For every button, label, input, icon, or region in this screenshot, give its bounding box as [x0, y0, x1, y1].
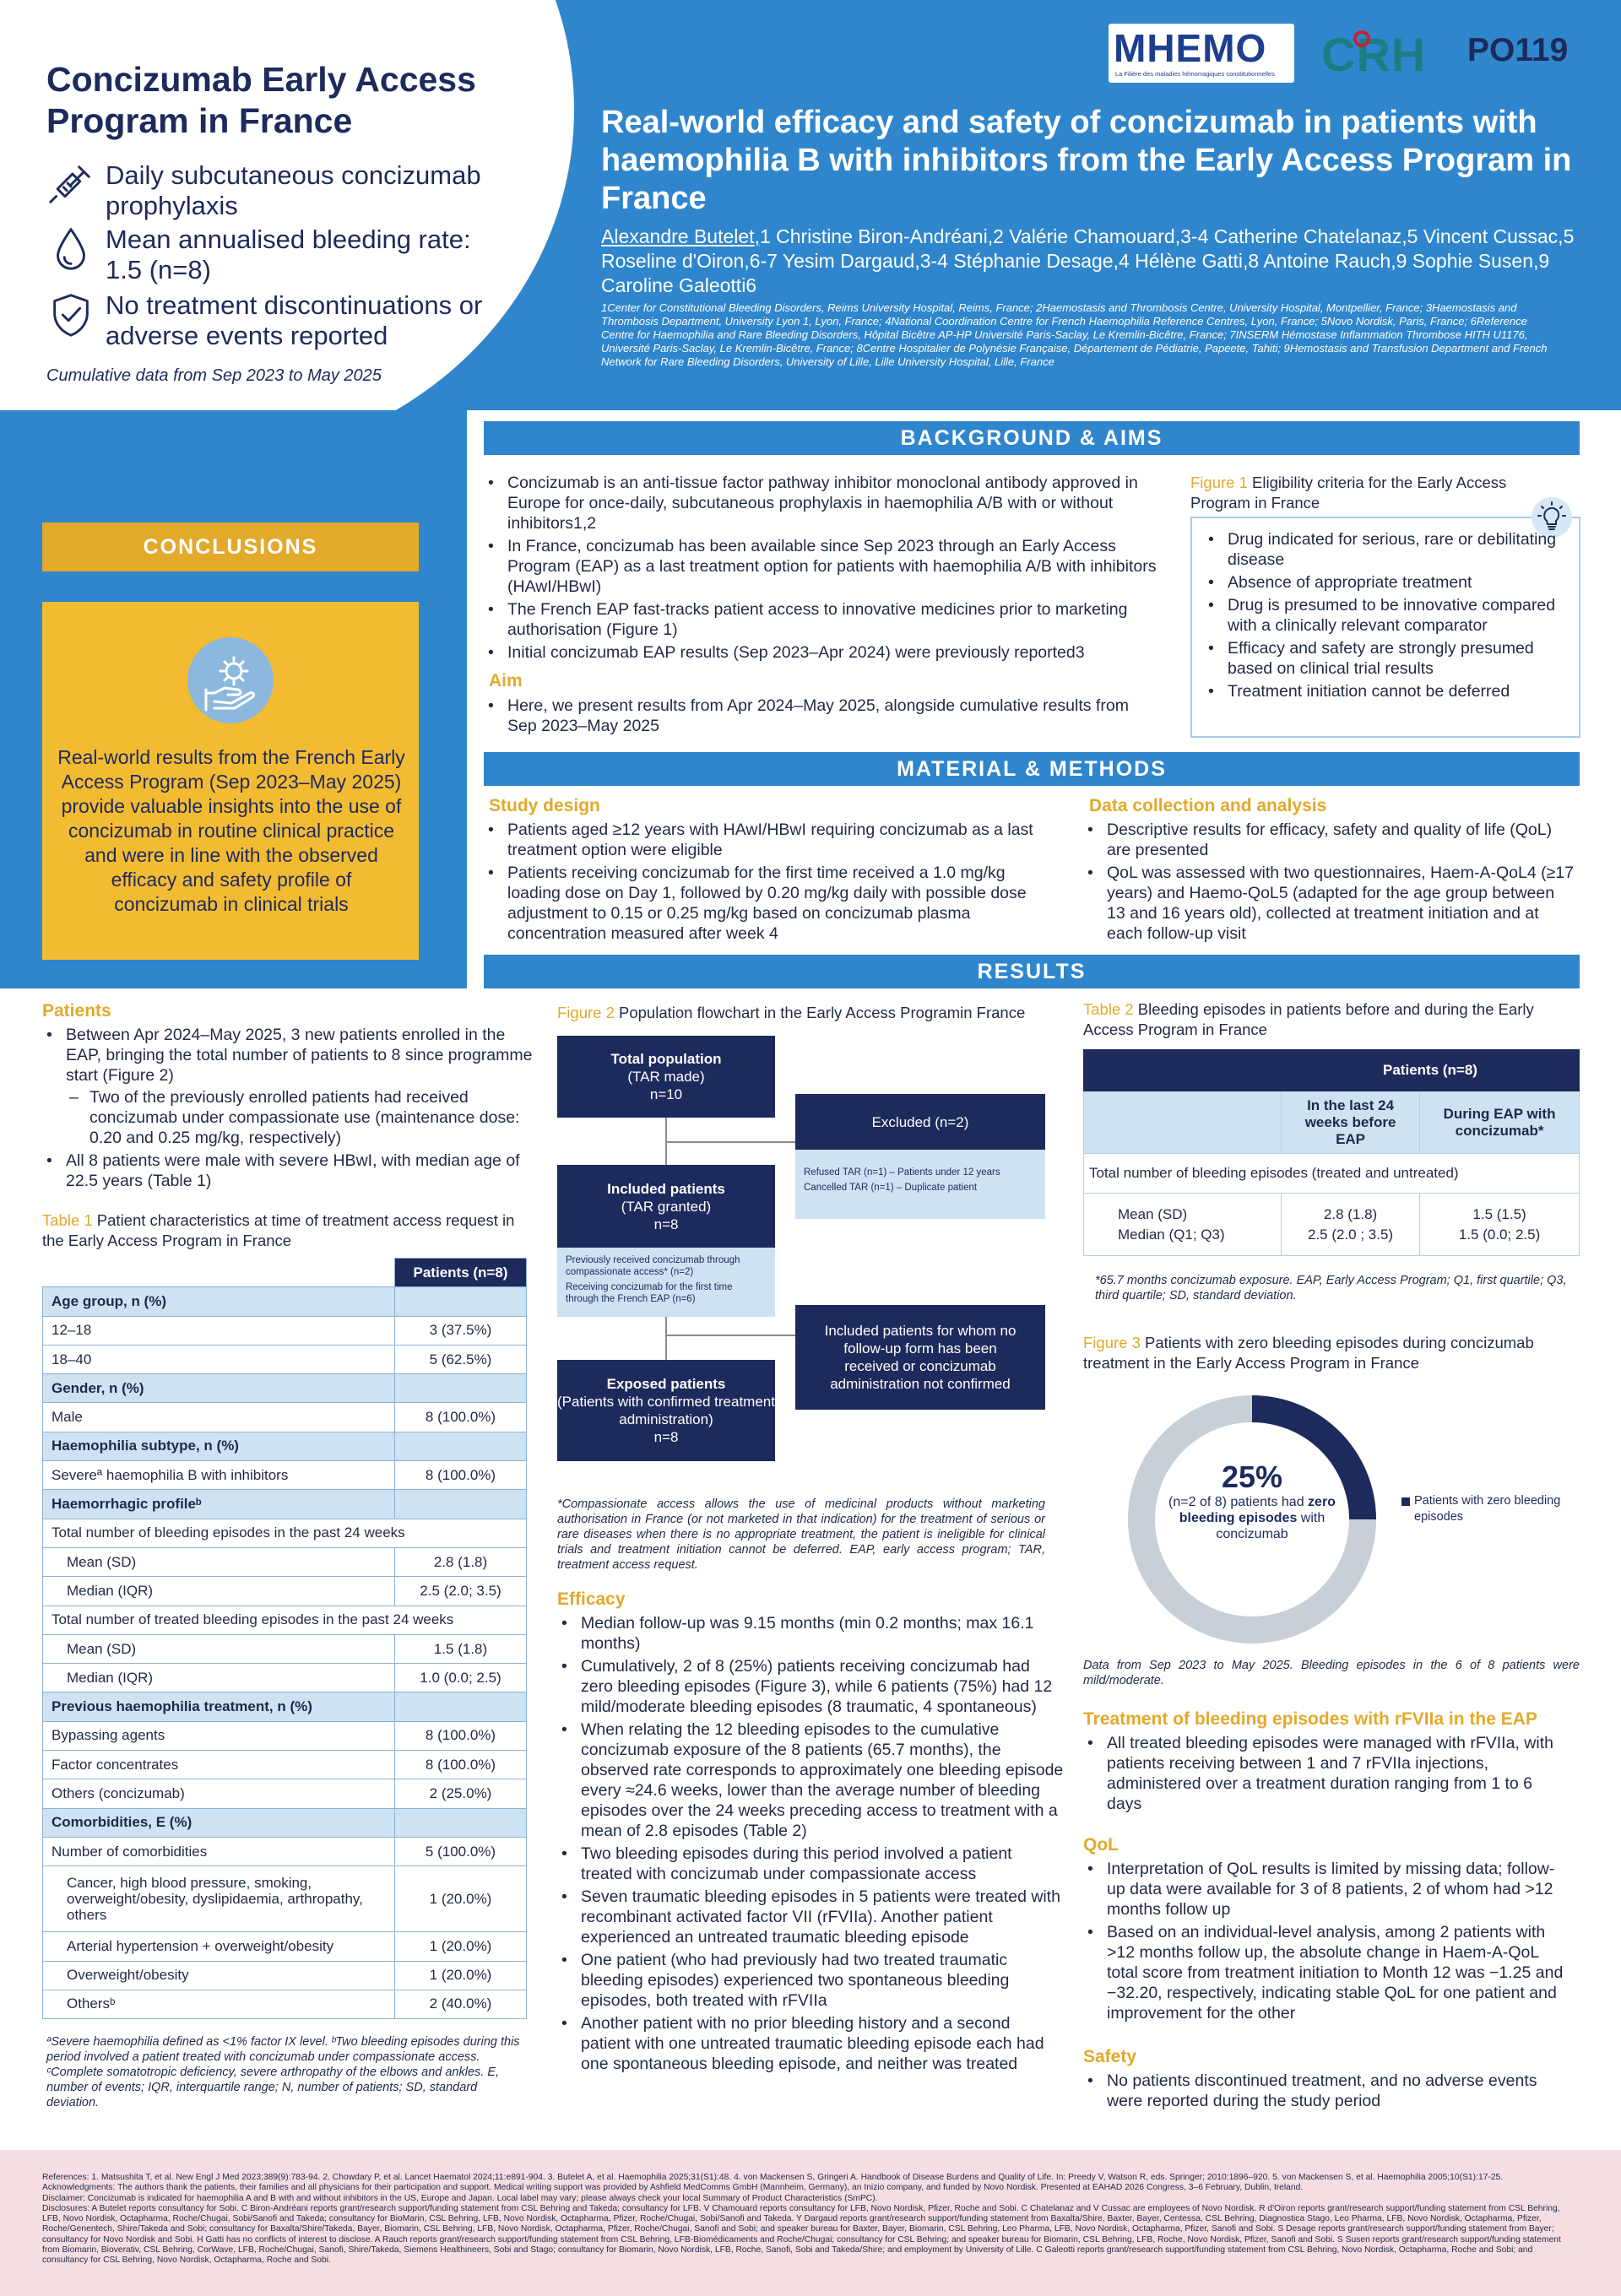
- table2-stat-label: Mean (SD): [1118, 1205, 1188, 1222]
- table1-label: Arterial hypertension + overweight/obesity: [43, 1932, 395, 1961]
- safety-bullets: [1083, 2071, 1573, 2114]
- table1-value: [395, 1432, 527, 1460]
- flow-included-item: Previously received concizumab through compassionate access* (n=2): [566, 1255, 740, 1277]
- poster-title: Real-world efficacy and safety of concizumab in patients with haemophilia B with inhibitors from the Early Access Program in France: [601, 105, 1572, 216]
- table1-header-row: [43, 1259, 527, 1287]
- table1-value: 1 (20.0%): [395, 1932, 527, 1961]
- table1-value: 8 (100.0%): [395, 1403, 527, 1432]
- table1-value: 3 (37.5%): [395, 1316, 527, 1345]
- figure3-center-text-a: (n=2 of 8) patients had: [1168, 1495, 1304, 1509]
- flow-exposed-box: [557, 1360, 775, 1461]
- flow-exposed-sub: (Patients with confirmed treatment administration): [557, 1394, 775, 1427]
- rfviia-heading: Treatment of bleeding episodes with rFVIIa in the EAP: [1083, 1709, 1537, 1729]
- data-collection-bullet: • Descriptive results for efficacy, safety and quality of life (QoL) are presented: [1083, 820, 1577, 860]
- table1-row: [43, 1374, 527, 1403]
- table1-label: 18–40: [43, 1345, 395, 1373]
- author-list: [601, 225, 1589, 298]
- conclusions-heading: CONCLUSIONS: [42, 523, 419, 571]
- table1-label: Bypassing agents: [43, 1721, 395, 1750]
- table1-label: Comorbidities, E (%): [43, 1808, 395, 1837]
- figure3-center-text: [1168, 1494, 1336, 1542]
- flow-nofollowup-box: [795, 1305, 1045, 1410]
- efficacy-bullet: • One patient (who had previously had two treated traumatic bleeding episodes) experienced two spontaneous bleeding episodes, both treated with rFVIIa: [557, 1950, 1064, 2011]
- table1-row: [43, 1403, 527, 1432]
- table1-value: 5 (100.0%): [395, 1837, 527, 1866]
- figure1-item: • Absence of appropriate treatment: [1204, 572, 1559, 593]
- flow-total-box: [557, 1036, 775, 1118]
- table2-before-values: [1282, 1194, 1420, 1256]
- table1-row: [43, 1287, 527, 1316]
- table1-value: [395, 1808, 527, 1837]
- table1-value: 2.5 (2.0; 3.5): [395, 1577, 527, 1606]
- table1-row: [43, 1751, 527, 1779]
- table1-row: [43, 1490, 527, 1519]
- co-authors: 1 Christine Biron-Andréani,2 Valérie Chamouard,3-4 Catherine Chatelanaz,5 Vincent Cussac,5 Roseline d'Oiron,6-7 Yesim Dargaud,3-4 Stéphanie Desage,4 Hélène Gatti,8 Antoine Rauch,9 Sophie Susen,9 Caroline Galeotti6: [601, 225, 1575, 296]
- figure3-percent: 25%: [1221, 1459, 1283, 1494]
- table1-value: [395, 1374, 527, 1403]
- aim-bullets: [484, 696, 1159, 739]
- table1-row: [43, 1432, 527, 1460]
- table1-row: [43, 1461, 527, 1490]
- background-bullet: • The French EAP fast-tracks patient access to innovative medicines prior to marketing authorisation (Figure 1): [484, 599, 1159, 640]
- mhemo-logo-subtitle: La Filière des maladies hémorragiques constitutionnelles: [1115, 70, 1275, 78]
- mhemo-logo: [1109, 24, 1294, 83]
- mhemo-logo-text: MHEMO: [1114, 26, 1267, 70]
- table1-label: Median (IQR): [43, 1664, 395, 1692]
- flow-included-details: [557, 1248, 775, 1317]
- efficacy-bullet: • Two bleeding episodes during this period involved a patient treated with concizumab under compassionate access: [557, 1844, 1064, 1884]
- table2: [1083, 1049, 1580, 1256]
- efficacy-bullet: • Seven traumatic bleeding episodes in 5 patients were treated with recombinant activated factor VII (rFVIIa). Another patient experienced an untreated traumatic bleeding episode: [557, 1887, 1064, 1947]
- table1-row: [43, 1316, 527, 1345]
- references-block: [42, 2173, 1580, 2266]
- table1: [42, 1258, 527, 2019]
- figure3-footnote: Data from Sep 2023 to May 2025. Bleeding episodes in the 6 of 8 patients were mild/moderate.: [1083, 1659, 1580, 1687]
- table1-label: Haemophilia subtype, n (%): [43, 1432, 395, 1460]
- table1-label: Age group, n (%): [43, 1287, 395, 1316]
- table1-label: Othersᵇ: [43, 1990, 395, 2018]
- shield-check-icon: [46, 290, 95, 339]
- intro-item-abr: [46, 225, 485, 285]
- background-bullet: • In France, concizumab has been available since Sep 2023 through an Early Access Program (EAP) as a last treatment option for patients with haemophilia A/B with inhibitors (HAwI/HBwI): [484, 536, 1159, 597]
- table1-row: [43, 1345, 527, 1373]
- figure1-item: • Drug indicated for serious, rare or debilitating disease: [1204, 529, 1559, 570]
- efficacy-bullet: • Cumulatively, 2 of 8 (25%) patients receiving concizumab had zero bleeding episodes (Figure 3), while 6 patients (75%) had 12 mild/moderate bleeding episodes (8 traumatic, 4 spontaneous): [557, 1656, 1064, 1717]
- table1-row: [43, 1606, 527, 1634]
- qol-heading: QoL: [1083, 1835, 1119, 1855]
- rfviia-bullet: • All treated bleeding episodes were managed with rFVIIa, with patients receiving between 1 and 7 rFVIIa injections, administered over a treatment duration ranging from 1 to 6 days: [1083, 1733, 1556, 1814]
- table2-stats-row: [1084, 1194, 1580, 1256]
- flow-included-n: n=8: [653, 1216, 679, 1232]
- table1-label: Cancer, high blood pressure, smoking, overweight/obesity, dyslipidaemia, arthropathy, others: [43, 1866, 395, 1932]
- figure3-legend-swatch: [1401, 1497, 1410, 1506]
- qol-bullet: • Based on an individual-level analysis, among 2 patients with >12 months follow up, the absolute change in Haem-A-QoL total score from treatment initiation to Month 12 was −1.25 and −32.20, respectively, indicating stable QoL for one patient and improvement for the other: [1083, 1922, 1573, 2023]
- figure3-center-text-b: zero bleeding episodes: [1179, 1495, 1336, 1525]
- table1-label: Haemorrhagic profileᵇ: [43, 1490, 395, 1519]
- flow-excluded-item: Cancelled TAR (n=1) – Duplicate patient: [804, 1183, 978, 1193]
- table1-label: Overweight/obesity: [43, 1961, 395, 1990]
- flow-included-box: [557, 1165, 775, 1248]
- table1-row: [43, 1779, 527, 1808]
- table2-footnote: *65.7 months concizumab exposure. EAP, Early Access Program; Q1, first quartile; Q3, third quartile; SD, standard deviation.: [1095, 1274, 1567, 1302]
- table1-label: Number of comorbidities: [43, 1837, 395, 1866]
- flow-total-sub: (TAR made): [627, 1069, 705, 1085]
- disclaimer: Disclaimer: Concizumab is indicated for haemophilia A and B with and without inhibitors in the US, Europe and Japan. Local label may vary; please always check your local Summary of Product Characteristics (SmPC).: [42, 2193, 878, 2203]
- study-design-bullet: • Patients aged ≥12 years with HAwI/HBwI requiring concizumab as a last treatment option were eligible: [484, 820, 1058, 860]
- table1-caption: [42, 1210, 532, 1251]
- flow-excluded-item: Refused TAR (n=1) – Patients under 12 years: [804, 1167, 1000, 1178]
- flow-total-title: Total population: [610, 1051, 722, 1067]
- background-bullet: • Concizumab is an anti-tissue factor pathway inhibitor monoclonal antibody approved in Europe for once-daily, subcutaneous prophylaxis in haemophilia A/B with or without inhibitors1,2: [484, 473, 1159, 533]
- table1-row: [43, 1866, 527, 1932]
- conclusions-text: Real-world results from the French Early Access Program (Sep 2023–May 2025) provide valuable insights into the use of concizumab in routine clinical practice and were in line with the observed efficacy and safety profile of concizumab in clinical trials: [57, 746, 405, 915]
- figure3-caption: [1083, 1333, 1573, 1373]
- table1-value: 5 (62.5%): [395, 1345, 527, 1373]
- figure2-label: Figure 2: [557, 1004, 615, 1021]
- figure2-caption: [557, 1003, 1064, 1023]
- presenting-author: Alexandre Butelet,: [601, 225, 760, 247]
- table1-label: Table 1: [42, 1211, 93, 1229]
- figure1-item: • Treatment initiation cannot be deferred: [1204, 681, 1559, 701]
- qol-bullet: • Interpretation of QoL results is limited by missing data; follow-up data were available for 3 of 8 patients, 2 of whom had >12 months follow up: [1083, 1859, 1573, 1920]
- table1-corner: [43, 1259, 395, 1287]
- table1-row: [43, 1961, 527, 1990]
- data-collection-heading: Data collection and analysis: [1089, 796, 1327, 815]
- flow-included-title: Included patients: [607, 1180, 725, 1197]
- table2-value: 2.5 (2.0 ; 3.5): [1307, 1226, 1394, 1243]
- crh-logo-text: CRH: [1321, 28, 1427, 81]
- patients-bullet: • All 8 patients were male with severe HBwI, with median age of 22.5 years (Table 1): [42, 1151, 536, 1191]
- figure3-center-text-c: with concizumab: [1216, 1511, 1326, 1541]
- figure3-caption-text: Patients with zero bleeding episodes during concizumab treatment in the Early Access Program in France: [1083, 1334, 1534, 1372]
- aim-heading: Aim: [489, 671, 523, 690]
- efficacy-bullet: • When relating the 12 bleeding episodes to the cumulative concizumab exposure of the 8 patients (65.7 months), the observed rate corresponds to approximately one bleeding episode every ≈24.6 weeks, lower than the average number of bleeding episodes over the 24 weeks preceding access to treatment with a mean of 2.8 episodes (Table 2): [557, 1719, 1064, 1841]
- references: References: 1. Matsushita T, et al. New Engl J Med 2023;389(9):783-94. 2. Chowdary P, et al. Lancet Haematol 2024;11:e891-904. 3. Butelet A, et al. Haemophilia 2025;31(S1):48. 4. von Mackensen S, Gringeri A. Handbook of Disease Burdens and Quality of Life. In: Preedy V, Watson R, eds. Springer; 2010:1896–920. 5. von Mackensen S, et al. Haemophilia 2005;10(S1):17-25.: [42, 2173, 1504, 2182]
- table1-row: [43, 1932, 527, 1961]
- figure3-label: Figure 3: [1083, 1334, 1141, 1351]
- flow-excluded-title: Excluded (n=2): [871, 1113, 969, 1130]
- table1-value: [395, 1287, 527, 1316]
- table2-row-label: Total number of bleeding episodes (treated and untreated): [1084, 1154, 1580, 1194]
- figure1-item: • Efficacy and safety are strongly presumed based on clinical trial results: [1204, 638, 1559, 679]
- table1-row: [43, 1808, 527, 1837]
- flow-included-sub: (TAR granted): [621, 1198, 712, 1215]
- table1-label: Male: [43, 1403, 395, 1432]
- table1-label: Mean (SD): [43, 1547, 395, 1576]
- table2-caption: [1083, 999, 1573, 1040]
- table1-row: [43, 1634, 527, 1663]
- table1-value: [395, 1692, 527, 1721]
- table1-value: 8 (100.0%): [395, 1721, 527, 1750]
- intro-item-safety: [46, 290, 485, 351]
- study-design-bullet: • Patients receiving concizumab for the first time received a 1.0 mg/kg loading dose on Day 1, followed by 0.20 mg/kg daily with possible dose adjustment to 0.15 or 0.25 mg/kg based on concizumab plasma concentration measured after week 4: [484, 863, 1058, 944]
- syringe-icon: [46, 160, 95, 209]
- patients-bullet-text: Between Apr 2024–May 2025, 3 new patients enrolled in the EAP, bringing the total number of patients to 8 since programme start (Figure 2): [66, 1026, 533, 1085]
- flow-nofollowup-text: Included patients for whom no follow-up form has been received or concizumab administration not confirmed: [824, 1323, 1017, 1392]
- crh-logo: [1321, 27, 1448, 79]
- table2-during-values: [1420, 1194, 1580, 1256]
- table1-row: [43, 1547, 527, 1576]
- table1-label: Previous haemophilia treatment, n (%): [43, 1692, 395, 1721]
- background-heading: BACKGROUND & AIMS: [484, 421, 1580, 455]
- table1-label: Gender, n (%): [43, 1374, 395, 1403]
- intro-item-text: Mean annualised bleeding rate: 1.5 (n=8): [106, 225, 471, 284]
- flow-included-item: Receiving concizumab for the first time through the French EAP (n=6): [566, 1282, 733, 1304]
- table2-value: 2.8 (1.8): [1323, 1205, 1378, 1222]
- table2-subheader-blank: [1084, 1091, 1282, 1154]
- acknowledgments: Acknowledgments: The authors thank the patients, their families and all physicians for their participation and support. Medical writing support was provided by Ashfield MedComms GmbH (Mannheim, Germany), an Inizio company, and funded by Novo Nordisk. Presented at EAHAD 2026 Congress, 3–6 February, Dublin, Ireland.: [42, 2183, 1304, 2193]
- table2-col-before: In the last 24 weeks before EAP: [1282, 1091, 1420, 1154]
- patients-bullets: [42, 1025, 536, 1194]
- table1-label: Median (IQR): [43, 1577, 395, 1606]
- table2-col-during: During EAP with concizumab*: [1420, 1091, 1580, 1154]
- table1-row: [43, 1519, 527, 1547]
- table2-label: Table 2: [1083, 1000, 1134, 1018]
- efficacy-heading: Efficacy: [557, 1589, 626, 1609]
- data-collection-bullet: • QoL was assessed with two questionnaires, Haem-A-QoL4 (≥17 years) and Haemo-QoL5 (adapted for the age group between 13 and 16 years old), collected at treatment initiation and at each follow-up visit: [1083, 863, 1577, 944]
- table1-value: 1 (20.0%): [395, 1866, 527, 1932]
- table1-value: 2 (25.0%): [395, 1779, 527, 1808]
- table1-caption-text: Patient characteristics at time of treatment access request in the Early Access Program in France: [42, 1211, 515, 1249]
- study-design-bullets: [484, 820, 1058, 946]
- table1-row: [43, 1721, 527, 1750]
- table1-label: Total number of treated bleeding episodes in the past 24 weeks: [43, 1606, 527, 1634]
- figure3-legend-label: Patients with zero bleeding episodes: [1414, 1494, 1561, 1524]
- table1-label: Mean (SD): [43, 1634, 395, 1663]
- intro-title: Concizumab Early Access Program in France: [46, 60, 476, 140]
- table1-row: [43, 1837, 527, 1866]
- table2-stat-labels: [1084, 1194, 1282, 1256]
- methods-heading: MATERIAL & METHODS: [484, 752, 1580, 786]
- hand-gear-icon: [187, 637, 274, 723]
- disclosures: Disclosures: A Butelet reports consultancy for Sobi. C Biron-Andréani reports grant/research support/funding statement from CSL Behring and Takeda; consultancy for LFB. V Chamouard reports consultancy for LFB, Novo Nordisk, Pfizer, Roche and Sobi. C Chatelanaz and V Cussac are employees of Novo Nordisk. R d'Oiron reports grant/research support/funding statement from CSL Behring, LFB, Novo Nordisk, Octapharma, Roche/Chugai, Sobi/Sanofi and Takeda; consultancy for BioMarin, CSL Behring, LFB, Novo Nordisk, Octapharma, Pfizer, Roche/Chugai, Sobi/Sanofi and Takeda. Y Dargaud reports grant/research support/funding statement from Baxalta/Shire, Baxter, Bayer, Centessa, CSL Behring, Diagnostica Stago, Leo Pharma, LFB, Novo Nordisk, Octapharma, Pfizer, Roche/Genentech, Shire/Takeda and Sobi; consultancy for Baxalta/Shire/Takeda, Bayer, Biomarin, CSL Behring, LFB, Novo Nordisk, Octapharma, Pfizer, Roche/Chugai, Sanofi and Sobi; and speaker bureau for Baxter, Bayer, Biomarin, CSL Behring, Leo Pharma, LFB, Novo Nordisk, Octapharma, Pfizer, Sanofi and Sobi. S Desage reports grant/research support/funding statement from Bayer; consultancy for Novo Nordisk and Sobi. H Gatti has no conflicts of interest to disclose. A Rauch reports grant/research support/funding statement from CSL Behring, LFB-Biomédicaments and Roche/Chugai; consultancy for CSL Behring; and speaker bureau for Biomarin, CSL Behring, LFB, Roche, Novo Nordisk, Pfizer, Sanofi and Sobi. S Susen reports grant/research support/funding statement from Biomarin, Bioverativ, CSL Behring, CorWave, LFB, Roche/Chugai, Sanofi, Shire/Takeda, Siemens Healthineers, Sobi and Stago; consultancy for Biomarin, Novo Nordisk, LFB, Roche, Sanofi, Sobi and Takeda/Shire; and employment by University of Lille. C Galeotti reports grant/research support/funding statement from CSL Behring, Novo Nordisk, Octapharma, Roche and Sobi; and consultancy for CSL Behring, Novo Nordisk, Octapharma, Roche and Sobi.: [42, 2203, 1561, 2266]
- table1-value: 8 (100.0%): [395, 1751, 527, 1779]
- flow-total-n: n=10: [649, 1086, 683, 1102]
- table2-caption-text: Bleeding episodes in patients before and during the Early Access Program in France: [1083, 1000, 1534, 1038]
- study-design-heading: Study design: [489, 796, 600, 815]
- flow-exposed-n: n=8: [653, 1429, 679, 1445]
- efficacy-bullet: • Median follow-up was 9.15 months (min 0.2 months; max 16.1 months): [557, 1613, 1064, 1654]
- table1-label: Factor concentrates: [43, 1751, 395, 1779]
- background-bullet: • Initial concizumab EAP results (Sep 2023–Apr 2024) were previously reported3: [484, 642, 1159, 663]
- table2-header: Patients (n=8): [1282, 1050, 1580, 1091]
- table1-value: 1.0 (0.0; 2.5): [395, 1664, 527, 1692]
- table1-row: [43, 1990, 527, 2018]
- table1-label: Severeª haemophilia B with inhibitors: [43, 1461, 395, 1490]
- table1-label: 12–18: [43, 1316, 395, 1345]
- table2-corner: [1084, 1050, 1282, 1091]
- table1-value: 2.8 (1.8): [395, 1547, 527, 1576]
- intro-item-prophylaxis: [46, 160, 485, 221]
- patients-heading: Patients: [42, 1001, 111, 1021]
- flow-exposed-title: Exposed patients: [606, 1376, 726, 1392]
- figure3-center-label: [1168, 1460, 1336, 1542]
- safety-heading: Safety: [1083, 2047, 1137, 2066]
- qol-bullets: [1083, 1859, 1573, 2026]
- table1-row: [43, 1664, 527, 1692]
- results-heading: RESULTS: [484, 955, 1580, 988]
- crh-logo-accent: [1353, 30, 1370, 47]
- flow-excluded-box: [795, 1094, 1045, 1150]
- table1-value: 8 (100.0%): [395, 1461, 527, 1490]
- poster-code: PO119: [1467, 32, 1569, 68]
- patients-sub-bullet: – Two of the previously enrolled patients had received concizumab under compassionate use (maintenance dose: 0.20 and 0.25 mg/kg, respectively): [66, 1087, 536, 1148]
- flow-excluded-details: [795, 1150, 1045, 1219]
- table1-value: 2 (40.0%): [395, 1990, 527, 2018]
- table1-value: 1 (20.0%): [395, 1961, 527, 1990]
- intro-item-text: Daily subcutaneous concizumab prophylaxis: [106, 160, 481, 220]
- efficacy-bullets: [557, 1613, 1064, 2077]
- table1-row: [43, 1692, 527, 1721]
- droplet-icon: [46, 225, 95, 273]
- patients-bullet: [42, 1025, 536, 1148]
- table1-value: 1.5 (1.8): [395, 1634, 527, 1663]
- figure1-list: [1204, 529, 1559, 704]
- aim-bullet: • Here, we present results from Apr 2024–May 2025, alongside cumulative results from Sep 2023–May 2025: [484, 696, 1159, 736]
- rfviia-bullets: [1083, 1733, 1556, 1817]
- table2-value: 1.5 (0.0; 2.5): [1458, 1226, 1541, 1243]
- safety-bullet: • No patients discontinued treatment, and no adverse events were reported during the study period: [1083, 2071, 1573, 2111]
- table1-label: Total number of bleeding episodes in the past 24 weeks: [43, 1519, 527, 1547]
- cumulative-note: Cumulative data from Sep 2023 to May 2025: [46, 366, 382, 385]
- table2-stat-label: Median (Q1; Q3): [1118, 1226, 1225, 1243]
- table1-value: [395, 1490, 527, 1519]
- figure1-caption: [1190, 473, 1545, 513]
- flow-connector: [665, 1335, 795, 1336]
- figure1-item: • Drug is presumed to be innovative compared with a clinically relevant comparator: [1204, 595, 1559, 636]
- figure1-caption-text: Eligibility criteria for the Early Access Program in France: [1190, 474, 1507, 512]
- table2-value: 1.5 (1.5): [1472, 1205, 1526, 1222]
- efficacy-bullet: • Another patient with no prior bleeding history and a second patient with one untreated traumatic bleeding episode each had one spontaneous bleeding episode, and neither was treated: [557, 2013, 1064, 2074]
- figure2-footnote: *Compassionate access allows the use of medicinal products without marketing authorisation in France (or not marketed in that indication) for the treatment of serious or rare diseases when there is no appropriate treatment, the patient is ineligible for clinical trials and treatment initiation cannot be deferred. EAP, early access program; TAR, treatment access request.: [557, 1497, 1045, 1572]
- intro-item-text: No treatment discontinuations or adverse events reported: [106, 290, 483, 350]
- table1-header: Patients (n=8): [395, 1259, 527, 1287]
- table1-footnote: ªSevere haemophilia defined as <1% factor IX level. ᵇTwo bleeding episodes during this period involved a patient treated with concizumab under compassionate access. ᶜComplete somatotropic deficiency, severe arthropathy of the elbows and ankles. E, number of events; IQR, interquartile range; N, number of patients; SD, standard deviation.: [46, 2035, 520, 2109]
- data-collection-bullets: [1083, 820, 1577, 946]
- figure1-label: Figure 1: [1190, 474, 1248, 491]
- affiliations: 1Center for Constitutional Bleeding Disorders, Reims University Hospital, Reims, France; 2Haemostasis and Thrombosis Centre, University Hospital, Montpellier, France; 3Haemostasis and Thrombosis Department, University Lyon 1, Lyon, France; 4National Coordination Centre for French Haemophilia Reference Centres, Lyon, France; 5Novo Nordisk, Paris, France; 6Reference Centre for Haemophilia and Rare Bleeding Disorders, Hôpital Bicêtre AP-HP Université Paris-Saclay, Le Kremlin-Bicêtre, France; 7INSERM Hémostase Inflammation Thrombose HITH U1176, Université Paris-Saclay, Le Kremlin-Bicêtre, France; 8Centre Hospitalier de Polynésie Française, Département de Pédiatrie, Papeete, Tahiti; 9Hemostasis and Transfusion Department and French Network for Rare Bleeding Disorders, University of Lille, Lille University Hospital, Lille, France: [601, 301, 1548, 368]
- flow-connector: [665, 1141, 795, 1143]
- background-bullets: [484, 473, 1159, 665]
- table1-label: Others (concizumab): [43, 1779, 395, 1808]
- figure2-caption-text: Population flowchart in the Early Access Programin France: [619, 1004, 1026, 1021]
- table1-row: [43, 1577, 527, 1606]
